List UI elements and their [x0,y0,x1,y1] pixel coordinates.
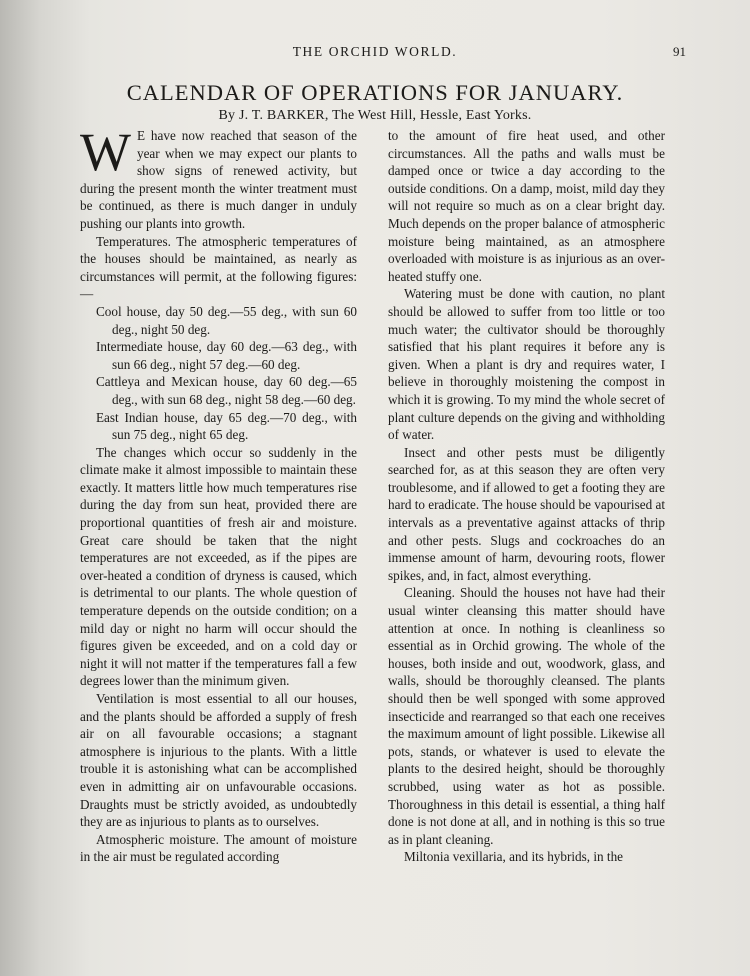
paragraph-insect-pests: Insect and other pests must be diligently searched for, as at this season they are often very troublesome, and if allowed to get a footing they are hard to eradicate. The house should be vapourised at intervals as a preventative against attacks of thrip and other pests. Slugs and cockroaches do an immense amount of harm, devouring roots, flower spikes, and, in fact, almost everything. [388,444,665,583]
paragraph-ventilation: Ventilation is most essential to all our houses, and the plants should be afforded a supply of fresh air on all favourable occasions; a stagnant atmosphere is injurious to the plants. With a little trouble it is astonishing what can be accomplished even in admitting air on unfavourable occasions. Draughts must be strictly avoided, as undoubtedly they are as injurious to plants as to ourselves. [80,691,357,830]
temperature-intermediate-house: Intermediate house, day 60 deg.—63 deg., with sun 66 deg., night 57 deg.—60 deg. [96,339,357,372]
right-column [388,127,665,866]
page-number: 91 [673,44,686,59]
temperature-cool-house: Cool house, day 50 deg.—55 deg., with sun 60 deg., night 50 deg. [96,303,357,337]
paragraph-temperatures: Temperatures. The atmospheric temperatures of the houses should be maintained, as nearly as circumstances will permit, at the following figures:— [80,233,357,302]
temperature-east-indian-house: East Indian house, day 65 deg.—70 deg., with sun 75 deg., night 65 deg. [96,409,357,443]
paragraph-changes: The changes which occur so suddenly in the climate make it almost impossible to maintain these exactly. It matters little how much temperatures rise during the day from sun heat, provided there are proportional quantities of fresh air and moisture. Great care should be taken that the night temperatures are not exceeded, as if the pipes are over-heated a condition of dryness is caused, which is detrimental to our plants. The whole question of temperature depends on the outside condition; on a mild day or night no harm will occur should the figures given be exceeded, and on a cold day or night it will not matter if the temperatures fall a few degrees lower than the minimum given. [80,444,357,689]
paragraph-cleaning: Cleaning. Should the houses not have had their usual winter cleansing this matter should have attention at once. In nothing is cleanliness so essential as in Orchid growing. The whole of the houses, both inside and out, woodwork, glass, and walls, should be thoroughly cleansed. The plants should then be well sponged with some approved insecticide and rearranged so that each one receives the maximum amount of light possible. Likewise all pots, stands, or whatever is used to elevate the plants to the desired height, should be thoroughly scrubbed, using water as hot as possible. Thoroughness in this detail is essential, a thing half done is not done at all, and in nothing is this so true as in plant cleaning. [388,585,665,847]
paragraph-miltonia: Miltonia vexillaria, and its hybrids, in the [404,849,624,865]
drop-cap: W [80,122,131,182]
paragraph-intro-text: E have now reached that season of the year when we may expect our plants to show signs of renewed activity, but during the present month the winter treatment must be continued, as there is much danger in unduly pushing our plants into growth. [80,128,357,231]
article-title: CALENDAR OF OPERATIONS FOR JANUARY. [126,80,624,105]
paragraph-atmospheric-moisture: Atmospheric moisture. The amount of moisture in the air must be regulated according [80,831,357,865]
running-title: THE ORCHID WORLD. [292,44,458,59]
running-head [0,44,750,64]
left-column [80,122,357,866]
paragraph-intro [80,122,357,233]
article-byline: By J. T. BARKER, The West Hill, Hessle, East Yorks. [218,108,532,123]
temperature-cattleya-house: Cattleya and Mexican house, day 60 deg.—65 deg., with sun 68 deg., night 58 deg.—60 deg. [96,374,357,407]
paragraph-moisture-continued: to the amount of fire heat used, and other circumstances. All the paths and walls must be damped once or twice a day according to the outside conditions. On a damp, moist, mild day they will not require so much as on a clear bright day. Much depends on the proper balance of atmospheric moisture being maintained, as an atmosphere overloaded with moisture is as injurious as an over-heated stuffy one. [388,128,665,284]
paragraph-watering: Watering must be done with caution, no plant should be allowed to suffer from too little or too much water; the cultivator should be thoroughly satisfied that his plant requires it before any is given. When a plant is dry and requires water, I believe in thoroughly moistening the compost in which it is growing. To my mind the whole secret of plant culture depends on the giving and withholding of water. [388,286,665,443]
